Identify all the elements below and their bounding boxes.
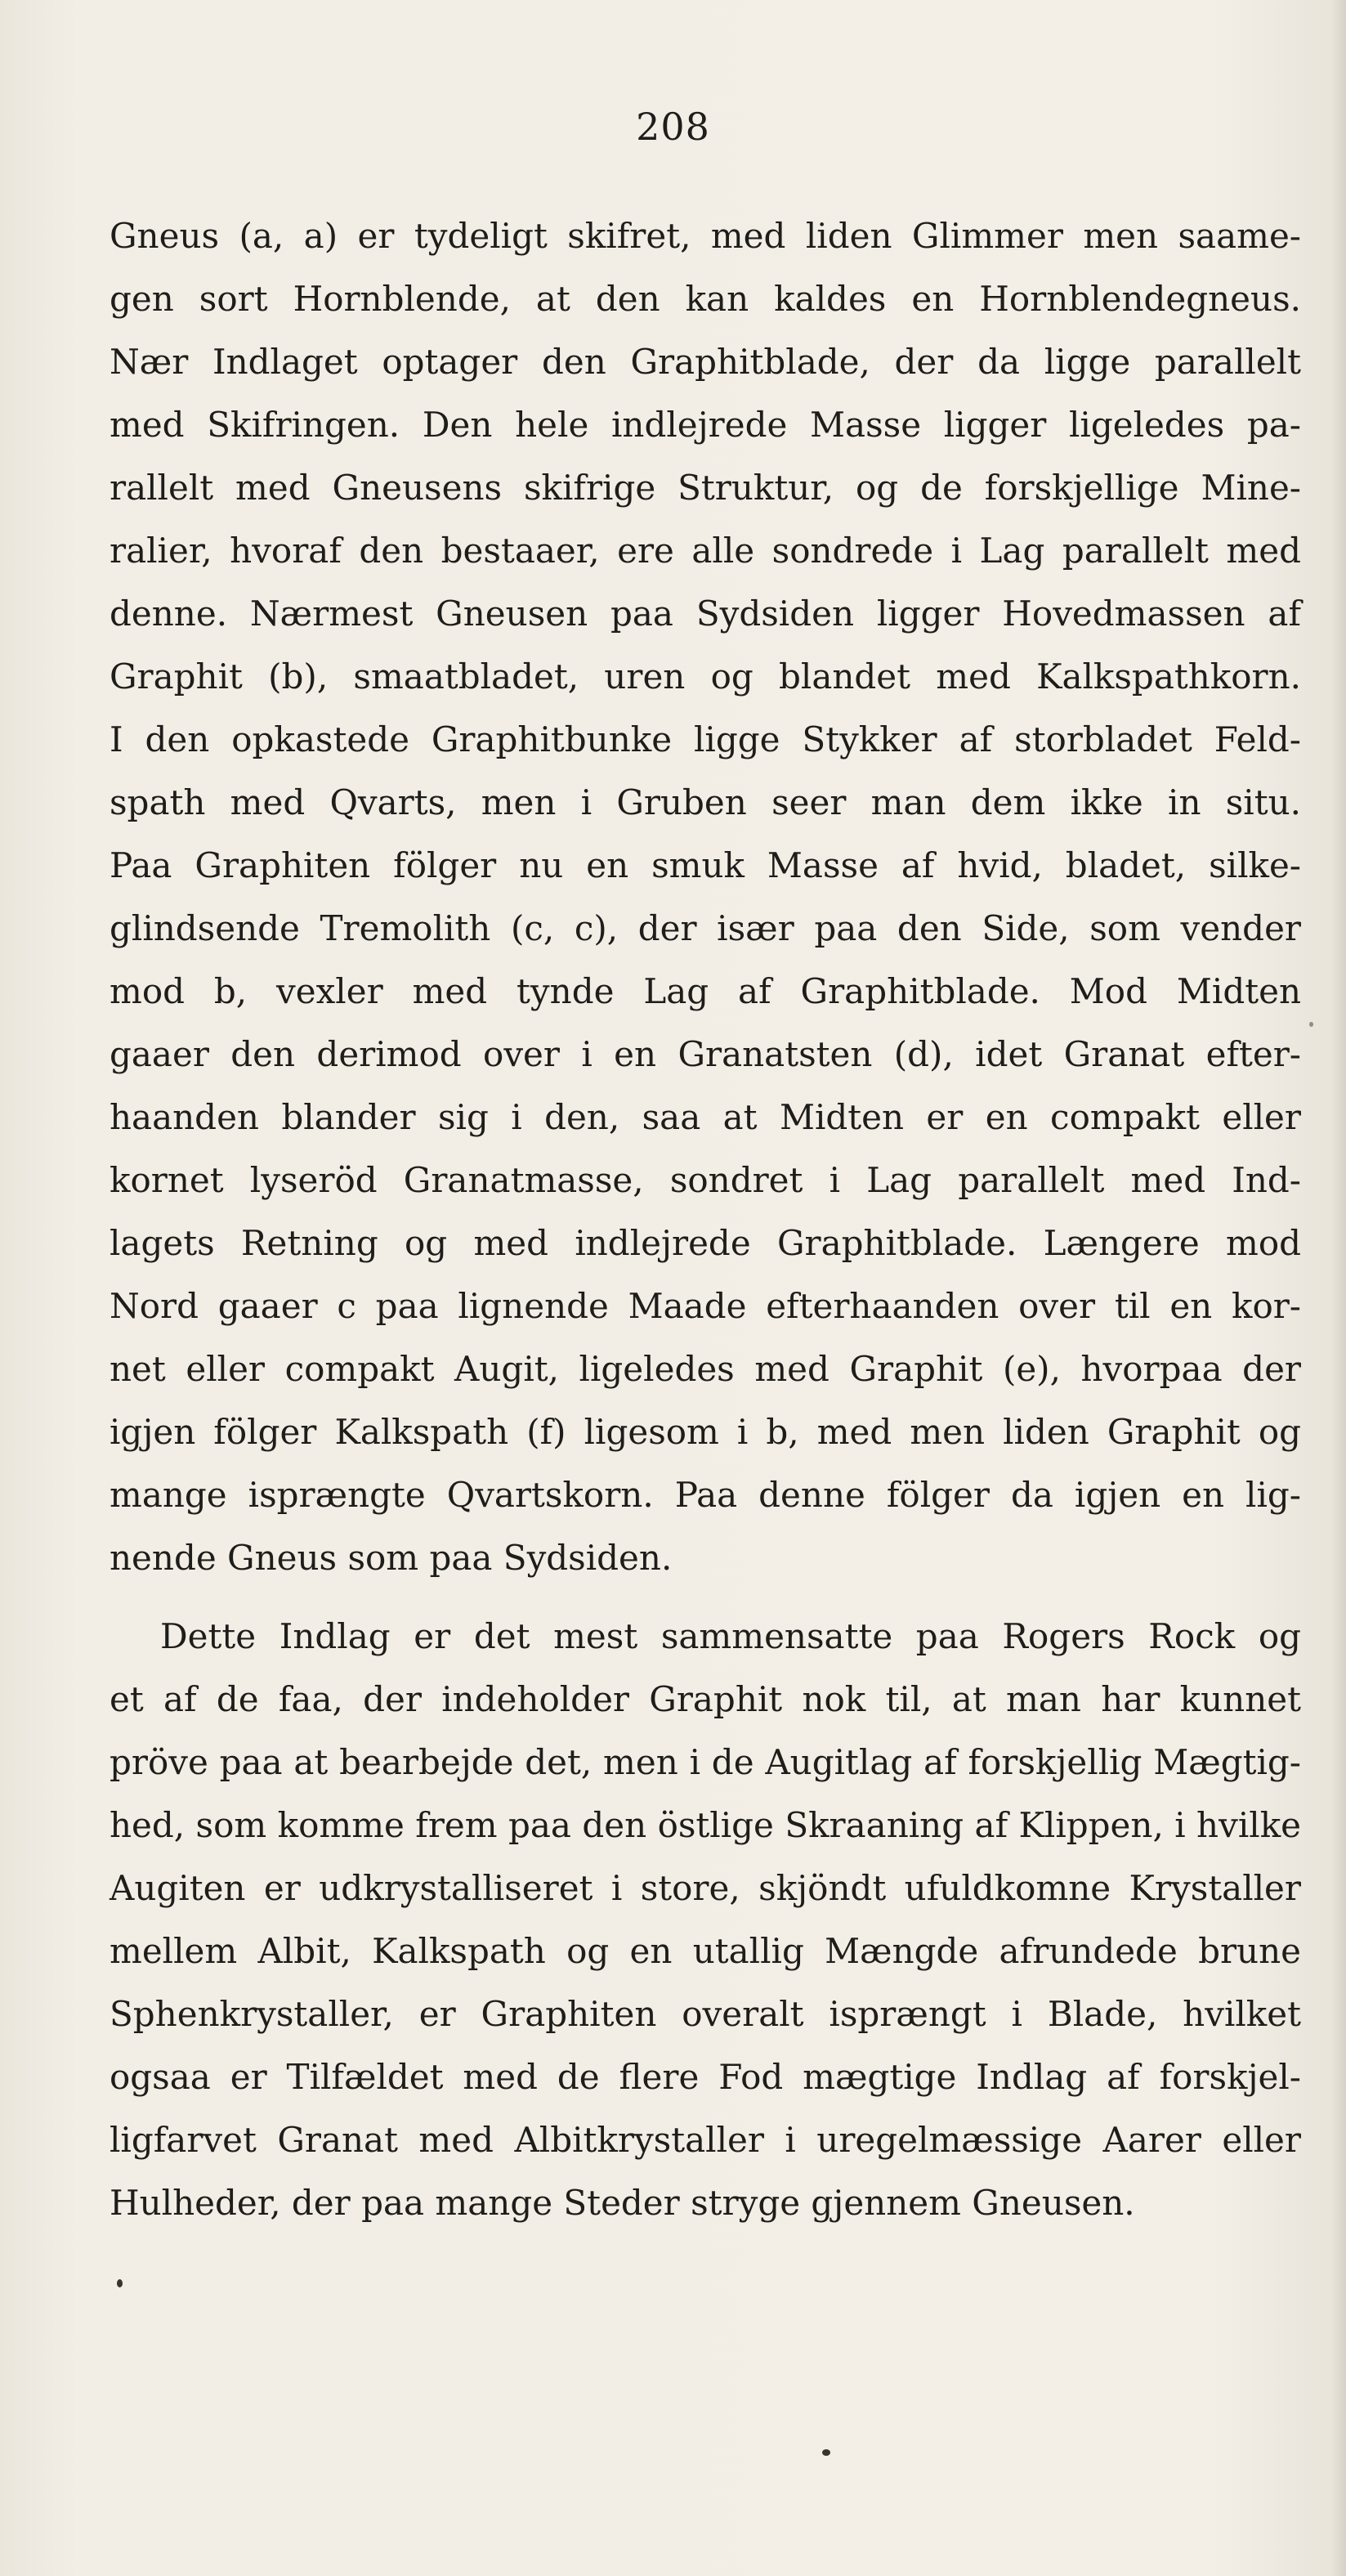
text-line: mod b, vexler med tynde Lag af Graphitblade. Mod Midten [110, 971, 1301, 1011]
text-line: kornet lyseröd Granatmasse, sondret i Lag parallelt med Ind- [110, 1160, 1301, 1200]
text-line: Gneus (a, a) er tydeligt skifret, med liden Glimmer men saame- [110, 216, 1301, 256]
text-line: pröve paa at bearbejde det, men i de Augitlag af forskjellig Mægtig- [110, 1742, 1301, 1782]
text-line: gaaer den derimod over i en Granatsten (d), idet Granat efter- [110, 1034, 1301, 1074]
text-line: I den opkastede Graphitbunke ligge Stykker af storbladet Feld- [110, 719, 1301, 759]
text-line: Sphenkrystaller, er Graphiten overalt isprængt i Blade, hvilket [110, 1994, 1301, 2034]
text-line: lagets Retning og med indlejrede Graphitblade. Længere mod [110, 1223, 1301, 1263]
text-line: Dette Indlag er det mest sammensatte paa Rogers Rock og [160, 1616, 1301, 1656]
page-number: 208 [636, 105, 710, 149]
text-line: igjen fölger Kalkspath (f) ligesom i b, med men liden Graphit og [110, 1412, 1301, 1452]
text-line: et af de faa, der indeholder Graphit nok til, at man har kunnet [110, 1679, 1301, 1719]
text-line: spath med Qvarts, men i Gruben seer man dem ikke in situ. [110, 782, 1301, 822]
text-line: Nord gaaer c paa lignende Maade efterhaanden over til en kor- [110, 1286, 1301, 1326]
text-line: med Skifringen. Den hele indlejrede Masse ligger ligeledes pa- [110, 405, 1301, 445]
page-edge-shadow [1331, 0, 1346, 2576]
text-line: Augiten er udkrystalliseret i store, skjöndt ufuldkomne Krystaller [110, 1868, 1301, 1908]
text-line: rallelt med Gneusens skifrige Struktur, og de forskjellige Mine- [110, 468, 1301, 508]
ink-speck [1309, 1022, 1313, 1027]
text-line: Hulheder, der paa mange Steder stryge gjennem Gneusen. [110, 2183, 1135, 2223]
text-line: denne. Nærmest Gneusen paa Sydsiden ligger Hovedmassen af [110, 594, 1301, 634]
ink-speck [117, 2279, 123, 2287]
text-line: nende Gneus som paa Sydsiden. [110, 1538, 673, 1578]
text-line: Paa Graphiten fölger nu en smuk Masse af hvid, bladet, silke- [110, 845, 1301, 885]
text-line: Graphit (b), smaatbladet, uren og blandet med Kalkspathkorn. [110, 656, 1301, 697]
text-line: net eller compakt Augit, ligeledes med Graphit (e), hvorpaa der [110, 1349, 1301, 1389]
text-line: ligfarvet Granat med Albitkrystaller i uregelmæssige Aarer eller [110, 2120, 1301, 2160]
text-line: ogsaa er Tilfældet med de flere Fod mægtige Indlag af forskjel- [110, 2057, 1301, 2097]
text-line: gen sort Hornblende, at den kan kaldes en Hornblendegneus. [110, 279, 1301, 319]
text-line: ralier, hvoraf den bestaaer, ere alle sondrede i Lag parallelt med [110, 531, 1301, 571]
text-line: haanden blander sig i den, saa at Midten er en compakt eller [110, 1097, 1301, 1137]
text-line: Nær Indlaget optager den Graphitblade, der da ligge parallelt [110, 342, 1301, 382]
text-line: mellem Albit, Kalkspath og en utallig Mængde afrundede brune [110, 1931, 1301, 1971]
ink-speck [822, 2449, 830, 2456]
text-line: mange isprængte Qvartskorn. Paa denne fölger da igjen en lig- [110, 1475, 1301, 1515]
text-line: glindsende Tremolith (c, c), der især paa den Side, som vender [110, 908, 1301, 948]
text-line: hed, som komme frem paa den östlige Skraaning af Klippen, i hvilke [110, 1805, 1301, 1845]
